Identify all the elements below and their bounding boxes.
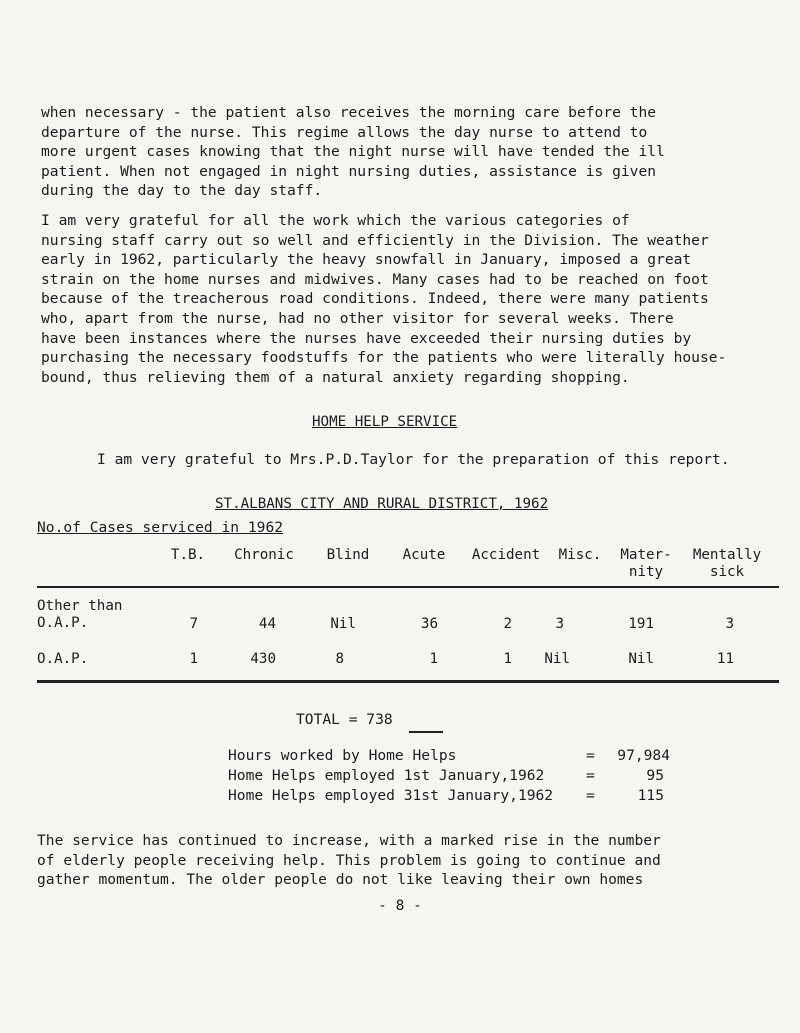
table-cell: Nil [628,651,654,667]
section-heading-home-help: HOME HELP SERVICE [312,414,458,430]
table-cell: 1 [503,651,512,667]
total-underline [409,731,443,733]
table-cell: 3 [555,616,564,632]
table-cell: Nil [544,651,570,667]
col-header-misc: Misc. [558,547,602,563]
table-cell: 1 [189,651,198,667]
paragraph-nursing-staff: I am very grateful for all the work which the various categories of nursing staff carry out so well and efficiently in the Division. The weather early in 1962, particularly the heavy snowfall in January, imposed a great strain on the home nurses and midwives. Many cases had to be reached on foot because of the treacherous road conditions. Indeed, there were many patients who, apart from the nurse, had no other visitor for several weeks. There have been instances where the nurses have exceeded their nursing duties by purchasing the necessary foodstuffs for the patients who were literally house- bound, thus relieving them of a natural anxiety regarding shopping. [41,212,727,386]
district-heading: ST.ALBANS CITY AND RURAL DISTRICT, 1962 [215,496,549,512]
table-cell: 1 [429,651,438,667]
table-cell: 44 [258,616,276,632]
stat-label-hours: Hours worked by Home Helps [228,747,457,764]
col-header-accident: Accident [471,547,541,563]
thanks-line: I am very grateful to Mrs.P.D.Taylor for the preparation of this report. [97,451,730,468]
table-cell: 191 [628,616,654,632]
stat-value-helps-jan31: 115 [637,787,664,804]
table-cell: 11 [716,651,734,667]
table-cell: 2 [503,616,512,632]
table-rule-bottom [37,680,779,683]
table-cell: 3 [725,616,734,632]
stat-label-helps-jan31: Home Helps employed 31st January,1962 [228,787,554,804]
row-label-oap: O.A.P. [37,651,89,667]
col-header-tb: T.B. [170,547,206,563]
equals-sign: = [586,767,595,784]
col-header-mentally-sick: Mentally sick [692,547,762,580]
closing-paragraph: The service has continued to increase, with a marked rise in the number of elderly people receiving help. This problem is going to continue and gather momentum. The older people do not like leaving their own homes [37,832,661,889]
cases-heading: No.of Cases serviced in 1962 [37,519,284,536]
total-line: TOTAL = 738 [296,711,393,728]
table-cell: Nil [330,616,356,632]
table-cell: 7 [189,616,198,632]
page-number: - 8 - [378,897,422,914]
col-header-chronic: Chronic [234,547,294,563]
table-cell: 430 [250,651,276,667]
stat-value-hours: 97,984 [617,747,670,764]
col-header-maternity: Mater- nity [620,547,672,580]
paragraph-night-nursing: when necessary - the patient also receives the morning care before the departure of the nurse. This regime allows the day nurse to attend to more urgent cases knowing that the night nurse will have tended the ill patient. When not engaged in night nursing duties, assistance is given during the day to the day staff. [41,104,665,200]
table-cell: 8 [335,651,344,667]
col-header-blind: Blind [326,547,370,563]
equals-sign: = [586,747,595,764]
table-cell: 36 [420,616,438,632]
stat-label-helps-jan1: Home Helps employed 1st January,1962 [228,767,545,784]
table-rule-top [37,586,779,588]
equals-sign: = [586,787,595,804]
row-label-other-than-oap: Other than O.A.P. [37,598,123,631]
stat-value-helps-jan1: 95 [646,767,664,784]
col-header-acute: Acute [402,547,446,563]
